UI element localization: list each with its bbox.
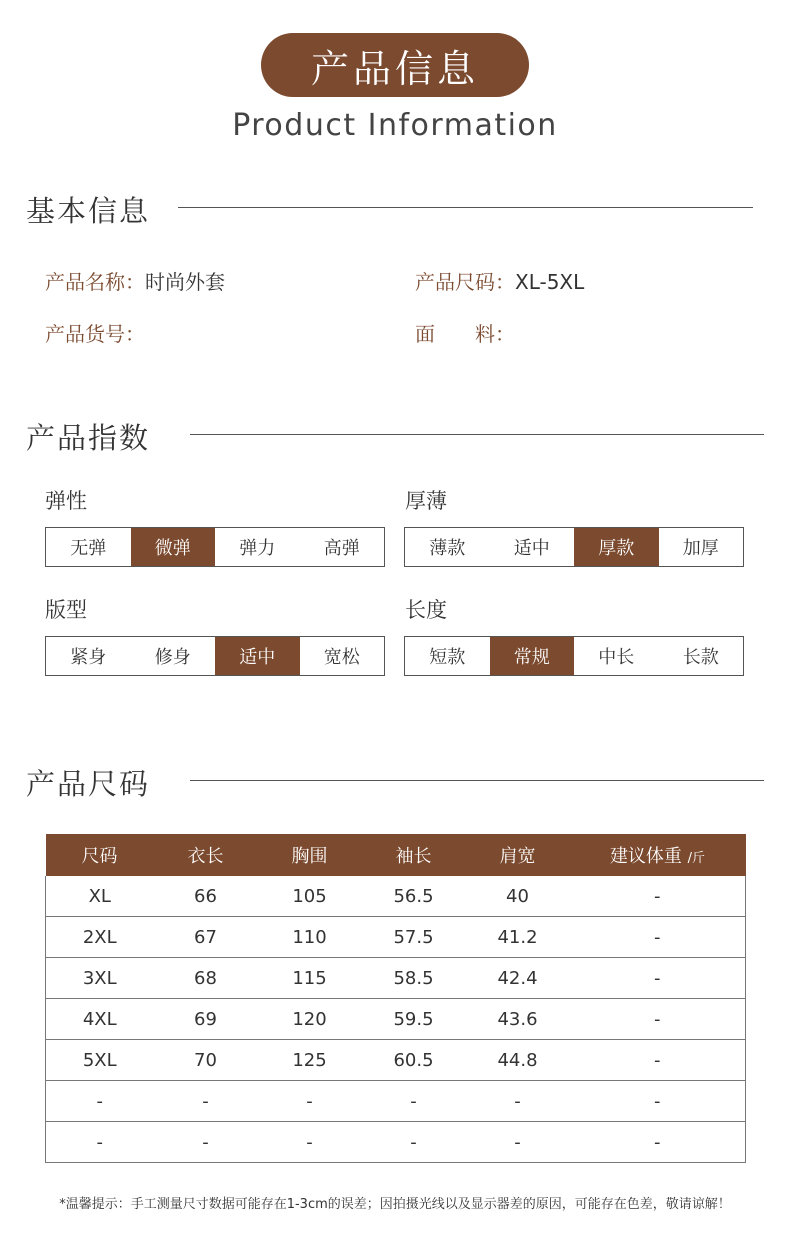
table-cell: 66: [154, 876, 258, 917]
table-cell: -: [570, 999, 746, 1040]
column-header-label: 建议体重: [609, 846, 682, 867]
table-header-row: [46, 834, 746, 876]
field-value: 时尚外套: [145, 270, 225, 294]
field-value: XL-5XL: [515, 270, 585, 294]
fit-option: 紧身: [70, 647, 107, 668]
table-cell: 57.5: [362, 917, 466, 958]
table-cell: 4XL: [46, 999, 154, 1040]
table-cell: -: [466, 1122, 570, 1163]
table-cell: -: [570, 958, 746, 999]
column-header: 衣长: [154, 834, 258, 876]
weight-unit: /斤: [687, 851, 706, 866]
table-cell: 67: [154, 917, 258, 958]
table-cell: 115: [258, 958, 362, 999]
section-divider: [190, 780, 764, 781]
index-title-thickness: 厚薄: [405, 489, 447, 513]
table-cell: 56.5: [362, 876, 466, 917]
fit-option: 修身: [154, 647, 191, 668]
fit-option: 宽松: [323, 647, 360, 668]
field-label: 产品货号：: [45, 322, 145, 346]
table-cell: 125: [258, 1040, 362, 1081]
table-row: [46, 999, 746, 1040]
length-scale: [404, 636, 744, 676]
column-header-weight: [570, 834, 746, 876]
table-row: [46, 958, 746, 999]
table-cell: -: [570, 917, 746, 958]
thickness-option-selected: 厚款: [574, 528, 659, 566]
table-cell: 70: [154, 1040, 258, 1081]
table-cell: -: [570, 1081, 746, 1122]
table-cell: XL: [46, 876, 154, 917]
table-cell: 5XL: [46, 1040, 154, 1081]
section-divider: [190, 434, 764, 435]
field-label: 产品名称：: [45, 270, 145, 294]
field-fabric: [415, 318, 515, 347]
size-table: [45, 834, 746, 1163]
field-product-size: [415, 266, 584, 295]
field-product-sku: [45, 318, 145, 347]
thickness-scale: [404, 527, 744, 567]
table-row: [46, 876, 746, 917]
disclaimer-note: *温馨提示：手工测量尺寸数据可能存在1-3cm的误差；因拍摄光线以及显示器差的原因，可能存在色差，敬请谅解！: [59, 1197, 731, 1212]
field-label: 产品尺码：: [415, 270, 515, 294]
table-cell: -: [570, 1040, 746, 1081]
table-cell: -: [258, 1122, 362, 1163]
length-option: 长款: [682, 647, 719, 668]
section-title-index: 产品指数: [26, 421, 151, 455]
field-label: 面 料：: [415, 322, 515, 346]
field-product-name: [45, 266, 225, 295]
elasticity-option: 高弹: [323, 538, 360, 559]
elasticity-scale: [45, 527, 385, 567]
table-row: [46, 1081, 746, 1122]
column-header: 尺码: [46, 834, 154, 876]
index-title-elasticity: 弹性: [45, 489, 87, 513]
table-cell: 60.5: [362, 1040, 466, 1081]
table-cell: -: [570, 876, 746, 917]
table-cell: 43.6: [466, 999, 570, 1040]
section-divider: [178, 207, 753, 208]
elasticity-option: 弹力: [239, 538, 276, 559]
table-cell: -: [466, 1081, 570, 1122]
column-header: 胸围: [258, 834, 362, 876]
table-cell: 68: [154, 958, 258, 999]
table-cell: 44.8: [466, 1040, 570, 1081]
index-title-fit: 版型: [45, 598, 87, 622]
table-cell: 59.5: [362, 999, 466, 1040]
section-title-size: 产品尺码: [26, 767, 151, 801]
length-option: 短款: [429, 647, 466, 668]
table-cell: -: [46, 1081, 154, 1122]
table-cell: 2XL: [46, 917, 154, 958]
table-cell: -: [570, 1122, 746, 1163]
column-header: 肩宽: [466, 834, 570, 876]
section-title-basic: 基本信息: [26, 194, 151, 228]
thickness-option: 适中: [513, 538, 550, 559]
table-cell: -: [362, 1081, 466, 1122]
page-title-badge: 产品信息: [261, 33, 529, 97]
table-cell: 69: [154, 999, 258, 1040]
table-cell: -: [154, 1122, 258, 1163]
table-cell: 42.4: [466, 958, 570, 999]
length-option: 中长: [598, 647, 635, 668]
thickness-option: 薄款: [429, 538, 466, 559]
table-cell: -: [154, 1081, 258, 1122]
fit-scale: [45, 636, 385, 676]
column-header: 袖长: [362, 834, 466, 876]
page-subtitle: Product Information: [232, 108, 558, 143]
table-cell: 120: [258, 999, 362, 1040]
table-cell: 3XL: [46, 958, 154, 999]
thickness-option: 加厚: [682, 538, 719, 559]
table-cell: 105: [258, 876, 362, 917]
elasticity-option-selected: 微弹: [131, 528, 216, 566]
table-row: [46, 1040, 746, 1081]
table-cell: 41.2: [466, 917, 570, 958]
table-cell: 110: [258, 917, 362, 958]
elasticity-option: 无弹: [70, 538, 107, 559]
table-row: [46, 917, 746, 958]
table-cell: -: [46, 1122, 154, 1163]
index-title-length: 长度: [405, 598, 447, 622]
table-cell: 40: [466, 876, 570, 917]
table-cell: -: [362, 1122, 466, 1163]
length-option-selected: 常规: [490, 637, 575, 675]
table-cell: -: [258, 1081, 362, 1122]
table-cell: 58.5: [362, 958, 466, 999]
table-row: [46, 1122, 746, 1163]
fit-option-selected: 适中: [215, 637, 300, 675]
